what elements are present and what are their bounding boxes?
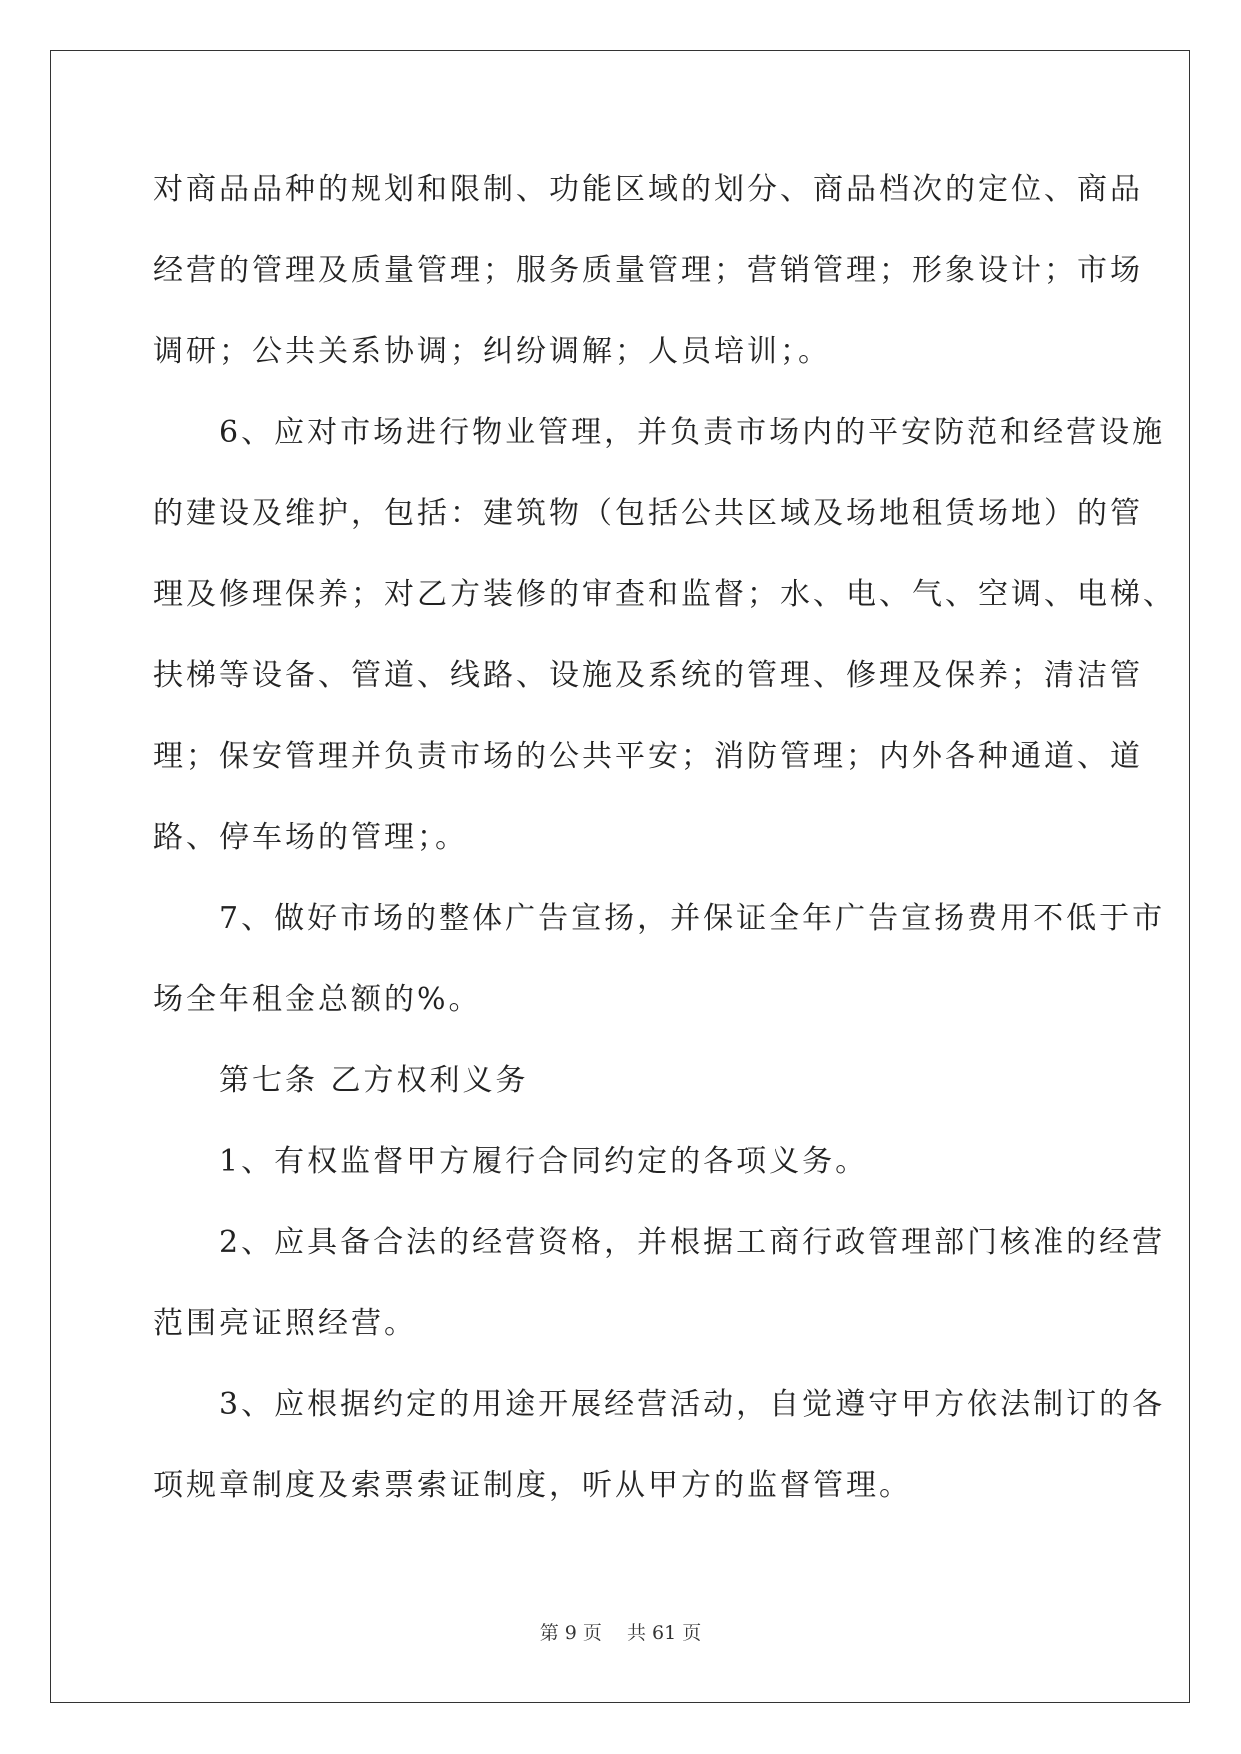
body-text-line: 理及修理保养；对乙方装修的审查和监督；水、电、气、空调、电梯、 [153,577,1176,612]
body-text-line: 理；保安管理并负责市场的公共平安；消防管理；内外各种通道、道 [153,739,1143,774]
body-text-line: 3、应根据约定的用途开展经营活动，自觉遵守甲方依法制订的各 [153,1387,1166,1422]
body-text-line: 7、做好市场的整体广告宣扬，并保证全年广告宣扬费用不低于市 [153,901,1166,936]
page-number-footer: 第 9 页 共 61 页 [539,1622,702,1644]
body-text-line: 项规章制度及索票索证制度，听从甲方的监督管理。 [153,1468,912,1503]
section-heading: 第七条 乙方权利义务 [153,1063,529,1098]
body-text-line: 调研；公共关系协调；纠纷调解；人员培训；。 [153,334,831,369]
body-text-line: 2、应具备合法的经营资格，并根据工商行政管理部门核准的经营 [153,1225,1166,1260]
body-text-line: 范围亮证照经营。 [153,1306,417,1341]
body-text-line: 经营的管理及质量管理；服务质量管理；营销管理；形象设计；市场 [153,253,1143,288]
body-text-line: 6、应对市场进行物业管理，并负责市场内的平安防范和经营设施 [153,415,1166,450]
body-text-line: 对商品品种的规划和限制、功能区域的划分、商品档次的定位、商品 [153,172,1143,207]
body-text-line: 1、有权监督甲方履行合同约定的各项义务。 [153,1144,869,1179]
body-text-line: 扶梯等设备、管道、线路、设施及系统的管理、修理及保养；清洁管 [153,658,1143,693]
body-text-line: 路、停车场的管理；。 [153,820,468,855]
body-text-line: 的建设及维护，包括：建筑物（包括公共区域及场地租赁场地）的管 [153,496,1143,531]
page-border [50,50,1190,1703]
body-text-line: 场全年租金总额的%。 [153,982,482,1017]
